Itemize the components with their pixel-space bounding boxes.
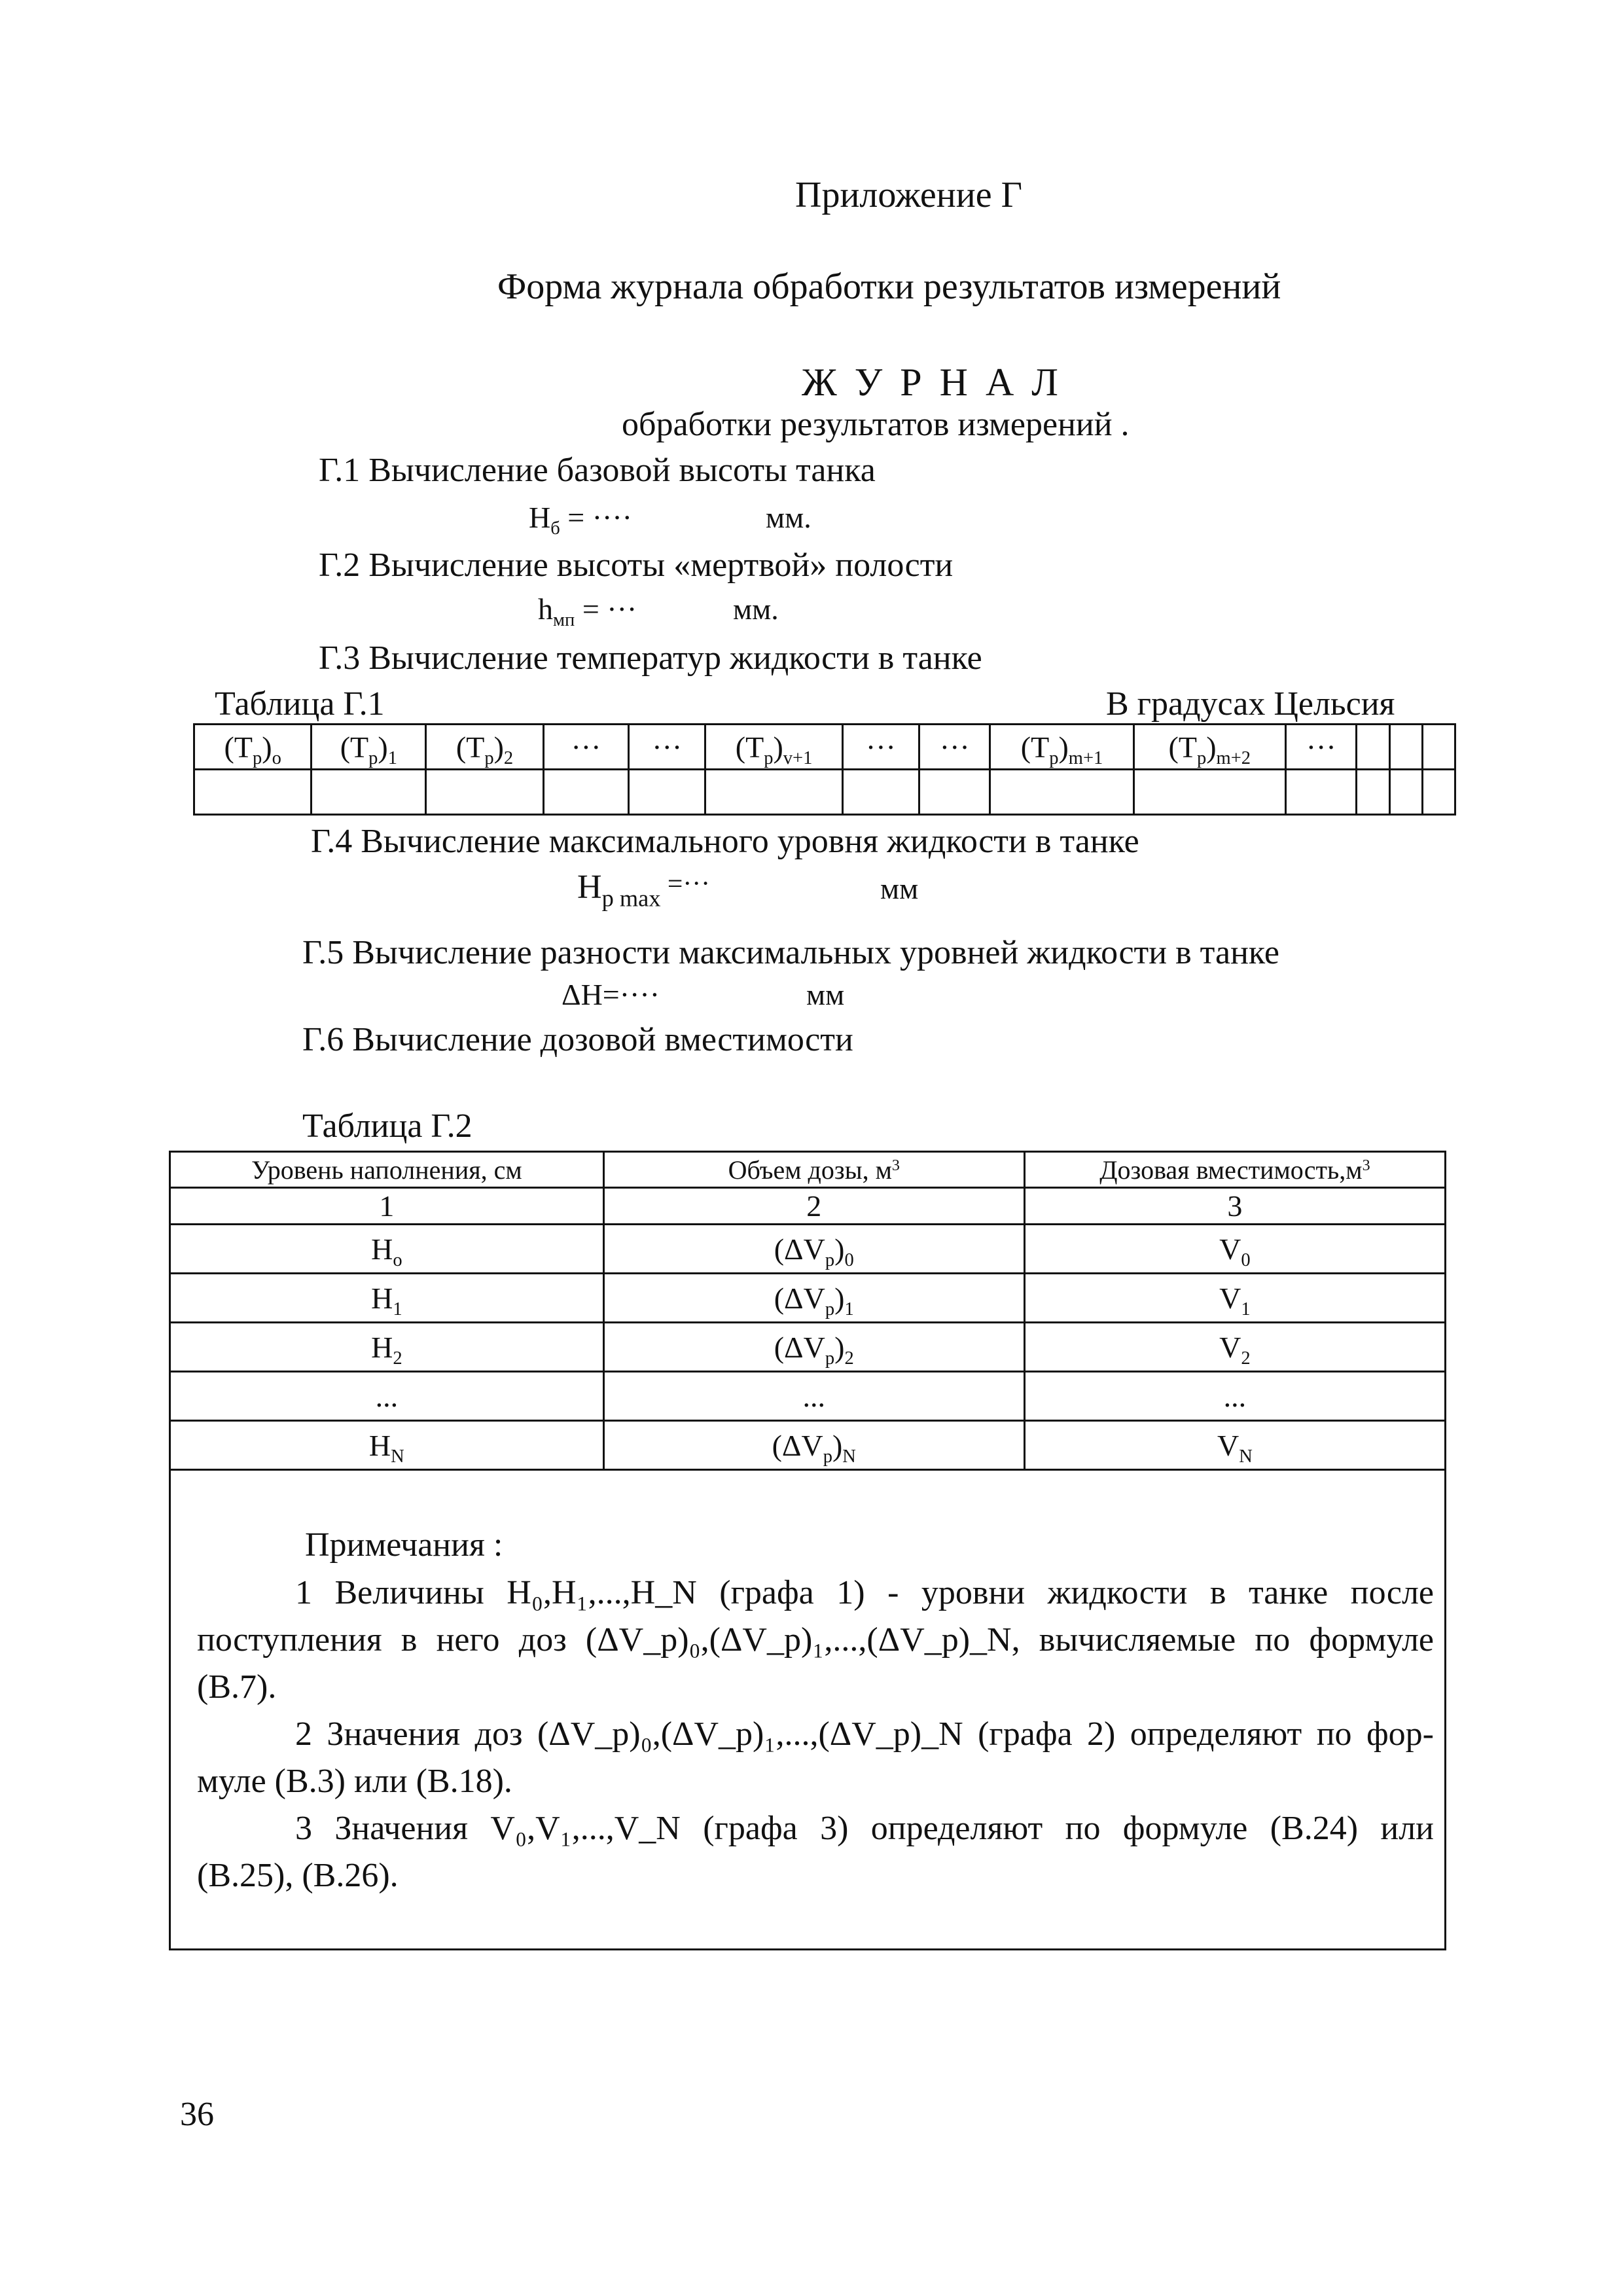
table2-header-dose: Объем дозы, $м^3$: [603, 1152, 1024, 1188]
journal-subtitle: обработки результатов измерений .: [622, 406, 1130, 443]
capacity-cell: ...: [1024, 1372, 1445, 1421]
table1-header-cell: ···: [919, 725, 990, 770]
section-g4-unit: мм: [880, 872, 919, 905]
table1-header-cell: $(T_p)_2$: [426, 725, 543, 770]
table-row: [170, 1372, 1446, 1421]
table1-header-cell: $(T_p)_{v+1}$: [705, 725, 842, 770]
table1-value-cell: [842, 770, 919, 815]
section-g2-unit: мм.: [733, 592, 779, 626]
journal-title: Ж У Р Н А Л: [802, 361, 1062, 404]
table1-label: Таблица Г.1: [215, 685, 385, 723]
table1-value-cell: [543, 770, 628, 815]
capacity-cell: $V_0$: [1024, 1225, 1445, 1274]
capacity-cell: $V_N$: [1024, 1421, 1445, 1470]
dose-cell: $(\Delta V_p)_N$: [603, 1421, 1024, 1470]
capacity-cell: $V_2$: [1024, 1323, 1445, 1372]
appendix-title: Приложение Г: [795, 175, 1022, 215]
notes-line-5: муле (В.3) или (В.18).: [197, 1763, 512, 1800]
table-row: [170, 1323, 1446, 1372]
section-g5-heading: Г.5 Вычисление разности максимальных уровней жидкости в танке: [302, 934, 1279, 971]
dose-cell: $(\Delta V_p)_1$: [603, 1274, 1024, 1323]
table1-header-cell: $(T_p)_{m+1}$: [990, 725, 1133, 770]
page-number: 36: [180, 2096, 214, 2133]
table1-header-cell: [1357, 725, 1389, 770]
table-row: [170, 1225, 1446, 1274]
level-cell: ...: [170, 1372, 604, 1421]
dose-cell: ...: [603, 1372, 1024, 1421]
table1-value-cell: [1422, 770, 1455, 815]
table2-number-row: [170, 1188, 1446, 1225]
dose-capacity-table: [169, 1151, 1446, 1471]
table2-header-level: Уровень наполнения, см: [170, 1152, 604, 1188]
table1-unit-note: В градусах Цельсия: [1106, 685, 1395, 723]
table2-colnum: 2: [603, 1188, 1024, 1225]
table1-value-cell: [990, 770, 1133, 815]
dose-cell: $(\Delta V_p)_0$: [603, 1225, 1024, 1274]
table2-colnum: 1: [170, 1188, 604, 1225]
section-g5-unit: мм: [806, 978, 845, 1011]
notes-line-7: (В.25), (В.26).: [197, 1857, 399, 1894]
section-g1-formula: $H_б$ = ····: [529, 501, 632, 539]
dose-cell: $(\Delta V_p)_2$: [603, 1323, 1024, 1372]
table2-colnum: 3: [1024, 1188, 1445, 1225]
form-title: Форма журнала обработки результатов измерений: [497, 266, 1281, 307]
notes-line-1: 1 Величины H₀,H₁,...,H_N (графа 1) - уровни жидкости в танке после: [295, 1574, 1434, 1611]
section-g3-heading: Г.3 Вычисление температур жидкости в танке: [319, 639, 982, 677]
section-g2-heading: Г.2 Вычисление высоты «мертвой» полости: [319, 547, 954, 584]
table1-header-cell: ···: [842, 725, 919, 770]
table1-value-cell: [194, 770, 312, 815]
section-g4-heading: Г.4 Вычисление максимального уровня жидкости в танке: [311, 823, 1139, 860]
table1-header-cell: [1422, 725, 1455, 770]
section-g1-unit: мм.: [766, 501, 812, 534]
table1-header-cell: ···: [629, 725, 705, 770]
table1-value-cell: [629, 770, 705, 815]
level-cell: $H_2$: [170, 1323, 604, 1372]
section-g5-formula: ΔH=····: [562, 978, 660, 1011]
level-cell: $H_N$: [170, 1421, 604, 1470]
level-cell: $H_1$: [170, 1274, 604, 1323]
notes-line-3: (В.7).: [197, 1668, 277, 1706]
temperature-table: [193, 723, 1456, 816]
table1-value-cell: [1133, 770, 1285, 815]
capacity-cell: $V_1$: [1024, 1274, 1445, 1323]
table1-header-cell: $(T_p)_1$: [312, 725, 426, 770]
table1-header-cell: ···: [543, 725, 628, 770]
table1-value-cell: [919, 770, 990, 815]
section-g2-formula: $h_{мп}$ = ···: [538, 592, 637, 630]
table1-value-cell: [312, 770, 426, 815]
table1-header-cell: $(T_p)_{m+2}$: [1133, 725, 1285, 770]
table1-header-cell: $(T_p)_o$: [194, 725, 312, 770]
table2-header-row: [170, 1152, 1446, 1188]
table1-value-cell: [705, 770, 842, 815]
table2-label: Таблица Г.2: [302, 1107, 473, 1145]
table2-header-capacity: Дозовая $вместимость,м^3$: [1024, 1152, 1445, 1188]
table1-value-row: [194, 770, 1455, 815]
table1-value-cell: [426, 770, 543, 815]
notes-line-6: 3 Значения V₀,V₁,...,V_N (графа 3) определяют по формуле (В.24) или: [295, 1810, 1434, 1847]
table1-header-row: [194, 725, 1455, 770]
notes-box: [169, 1469, 1446, 1950]
section-g4-formula: $H_{p max}$ =···: [577, 868, 710, 912]
section-g1-heading: Г.1 Вычисление базовой высоты танка: [319, 452, 876, 489]
notes-line-2: поступления в него доз (ΔV_p)₀,(ΔV_p)₁,...,(ΔV_p)_N, вычисляемые по формуле: [197, 1621, 1434, 1659]
table-row: [170, 1421, 1446, 1470]
level-cell: $H_o$: [170, 1225, 604, 1274]
table1-value-cell: [1389, 770, 1422, 815]
table1-header-cell: ···: [1285, 725, 1356, 770]
table-row: [170, 1274, 1446, 1323]
table1-value-cell: [1285, 770, 1356, 815]
table1-value-cell: [1357, 770, 1389, 815]
section-g6-heading: Г.6 Вычисление дозовой вместимости: [302, 1021, 853, 1058]
notes-title: Примечания :: [305, 1526, 503, 1564]
table1-header-cell: [1389, 725, 1422, 770]
notes-line-4: 2 Значения доз (ΔV_p)₀,(ΔV_p)₁,...,(ΔV_p)_N (графа 2) определяют по фор-: [295, 1715, 1434, 1753]
